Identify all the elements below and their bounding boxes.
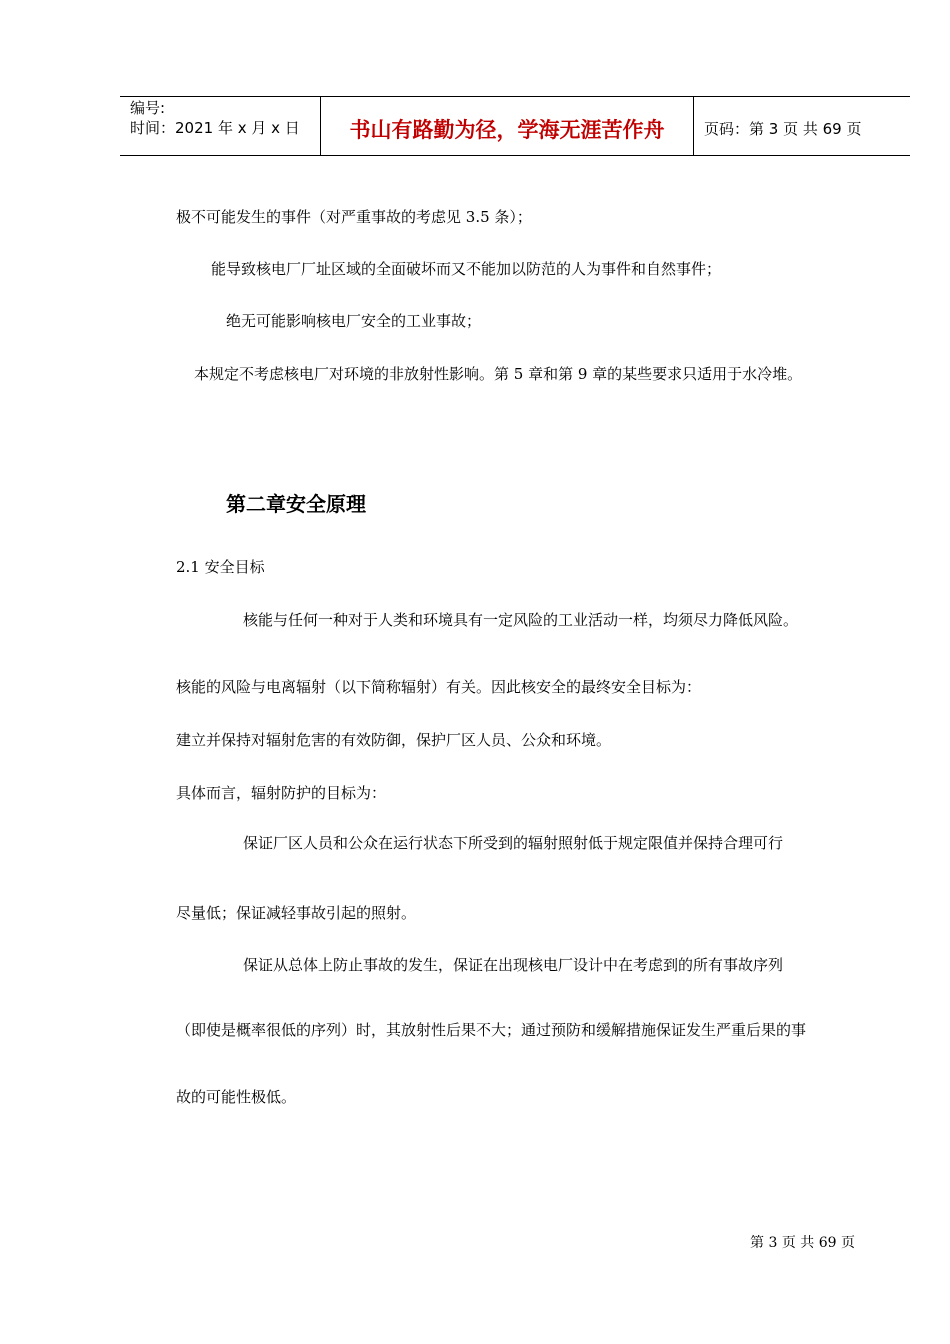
paragraph-line: 故的可能性极低。	[176, 1088, 297, 1106]
header-motto-cell	[321, 97, 694, 155]
section-title: 2.1 安全目标	[176, 558, 265, 576]
page-footer: 第 3 页 共 69 页	[750, 1235, 855, 1251]
header-page-code: 页码：第 3 页 共 69 页	[704, 120, 862, 138]
header-motto: 书山有路勤为径，学海无涯苦作舟	[349, 118, 665, 142]
document-header	[120, 96, 910, 156]
document-date: 时间：2021 年 x 月 x 日	[130, 119, 300, 137]
header-page-cell	[694, 97, 910, 155]
header-info-cell	[120, 97, 321, 155]
body-line: 本规定不考虑核电厂对环境的非放射性影响。第 5 章和第 9 章的某些要求只适用于水冷堆。	[194, 365, 803, 383]
body-line: 能导致核电厂厂址区域的全面破坏而又不能加以防范的人为事件和自然事件；	[211, 260, 722, 278]
document-number-label: 编号:	[130, 99, 166, 117]
paragraph-line: 尽量低；保证减轻事故引起的照射。	[176, 904, 417, 922]
paragraph-line: 建立并保持对辐射危害的有效防御，保护厂区人员、公众和环境。	[176, 731, 612, 749]
paragraph-line: 核能与任何一种对于人类和环境具有一定风险的工业活动一样，均须尽力降低风险。	[243, 611, 799, 629]
paragraph-line: 保证从总体上防止事故的发生，保证在出现核电厂设计中在考虑到的所有事故序列	[243, 956, 784, 974]
paragraph-line: 保证厂区人员和公众在运行状态下所受到的辐射照射低于规定限值并保持合理可行	[243, 834, 784, 852]
body-line: 极不可能发生的事件（对严重事故的考虑见 3.5 条）；	[176, 208, 532, 226]
chapter-title: 第二章安全原理	[226, 492, 366, 516]
paragraph-line: （即使是概率很低的序列）时，其放射性后果不大；通过预防和缓解措施保证发生严重后果的事	[176, 1021, 807, 1039]
body-line: 绝无可能影响核电厂安全的工业事故；	[226, 312, 482, 330]
paragraph-line: 具体而言，辐射防护的目标为：	[176, 784, 387, 802]
paragraph-line: 核能的风险与电离辐射（以下简称辐射）有关。因此核安全的最终安全目标为：	[176, 678, 702, 696]
